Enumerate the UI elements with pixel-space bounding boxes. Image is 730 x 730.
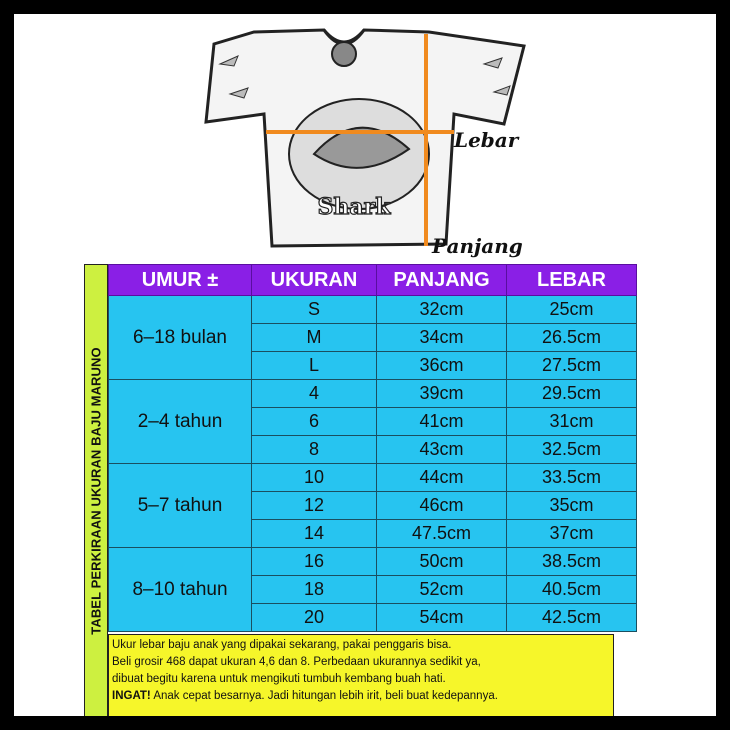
age-cell: 2–4 tahun xyxy=(109,380,252,464)
size-cell: 14 xyxy=(252,520,377,548)
size-cell: 6 xyxy=(252,408,377,436)
lebar-label: Lebar xyxy=(454,128,519,152)
col-header-lebar: LEBAR xyxy=(507,265,637,296)
width-cell: 32.5cm xyxy=(507,436,637,464)
ingat-label: INGAT! xyxy=(112,690,151,702)
tshirt-drawing xyxy=(14,14,716,264)
size-cell: 8 xyxy=(252,436,377,464)
length-cell: 46cm xyxy=(377,492,507,520)
col-header-panjang: PANJANG xyxy=(377,265,507,296)
note-line-4: INGAT! Anak cepat besarnya. Jadi hitungan lebih irit, beli buat kedepannya. xyxy=(112,690,498,702)
tshirt-illustration xyxy=(14,14,716,264)
size-cell: S xyxy=(252,296,377,324)
length-cell: 54cm xyxy=(377,604,507,632)
size-cell: 10 xyxy=(252,464,377,492)
age-cell: 5–7 tahun xyxy=(109,464,252,548)
table-row xyxy=(109,296,637,324)
note-box xyxy=(108,634,614,716)
note-line-1: Ukur lebar baju anak yang dipakai sekarang, pakai penggaris bisa. xyxy=(112,639,452,651)
table-row xyxy=(109,380,637,408)
width-cell: 29.5cm xyxy=(507,380,637,408)
length-cell: 32cm xyxy=(377,296,507,324)
size-cell: 16 xyxy=(252,548,377,576)
width-cell: 42.5cm xyxy=(507,604,637,632)
size-cell: 20 xyxy=(252,604,377,632)
size-cell: M xyxy=(252,324,377,352)
shirt-print-text: Shark xyxy=(317,194,391,220)
size-table xyxy=(108,264,637,632)
length-cell: 43cm xyxy=(377,436,507,464)
length-cell: 36cm xyxy=(377,352,507,380)
length-cell: 50cm xyxy=(377,548,507,576)
age-cell: 8–10 tahun xyxy=(109,548,252,632)
note-line-3: dibuat begitu karena untuk mengikuti tumbuh kembang buah hati. xyxy=(112,673,446,685)
table-row xyxy=(109,464,637,492)
width-cell: 33.5cm xyxy=(507,464,637,492)
size-cell: L xyxy=(252,352,377,380)
width-cell: 31cm xyxy=(507,408,637,436)
col-header-umur: UMUR ± xyxy=(109,265,252,296)
length-cell: 44cm xyxy=(377,464,507,492)
width-cell: 27.5cm xyxy=(507,352,637,380)
length-cell: 52cm xyxy=(377,576,507,604)
table-side-title: TABEL PERKIRAAN UKURAN BAJU MARUNO xyxy=(84,264,108,716)
table-row xyxy=(109,548,637,576)
table-header-row xyxy=(109,265,637,296)
length-cell: 39cm xyxy=(377,380,507,408)
length-cell: 41cm xyxy=(377,408,507,436)
note-line-2: Beli grosir 468 dapat ukuran 4,6 dan 8. Perbedaan ukurannya sedikit ya, xyxy=(112,656,481,668)
size-cell: 12 xyxy=(252,492,377,520)
length-cell: 34cm xyxy=(377,324,507,352)
col-header-ukuran: UKURAN xyxy=(252,265,377,296)
age-cell: 6–18 bulan xyxy=(109,296,252,380)
length-cell: 47.5cm xyxy=(377,520,507,548)
width-cell: 35cm xyxy=(507,492,637,520)
panjang-label: Panjang xyxy=(432,234,523,258)
width-cell: 38.5cm xyxy=(507,548,637,576)
width-cell: 25cm xyxy=(507,296,637,324)
size-chart-panel xyxy=(14,14,716,716)
size-cell: 4 xyxy=(252,380,377,408)
width-cell: 26.5cm xyxy=(507,324,637,352)
size-cell: 18 xyxy=(252,576,377,604)
width-cell: 40.5cm xyxy=(507,576,637,604)
width-cell: 37cm xyxy=(507,520,637,548)
